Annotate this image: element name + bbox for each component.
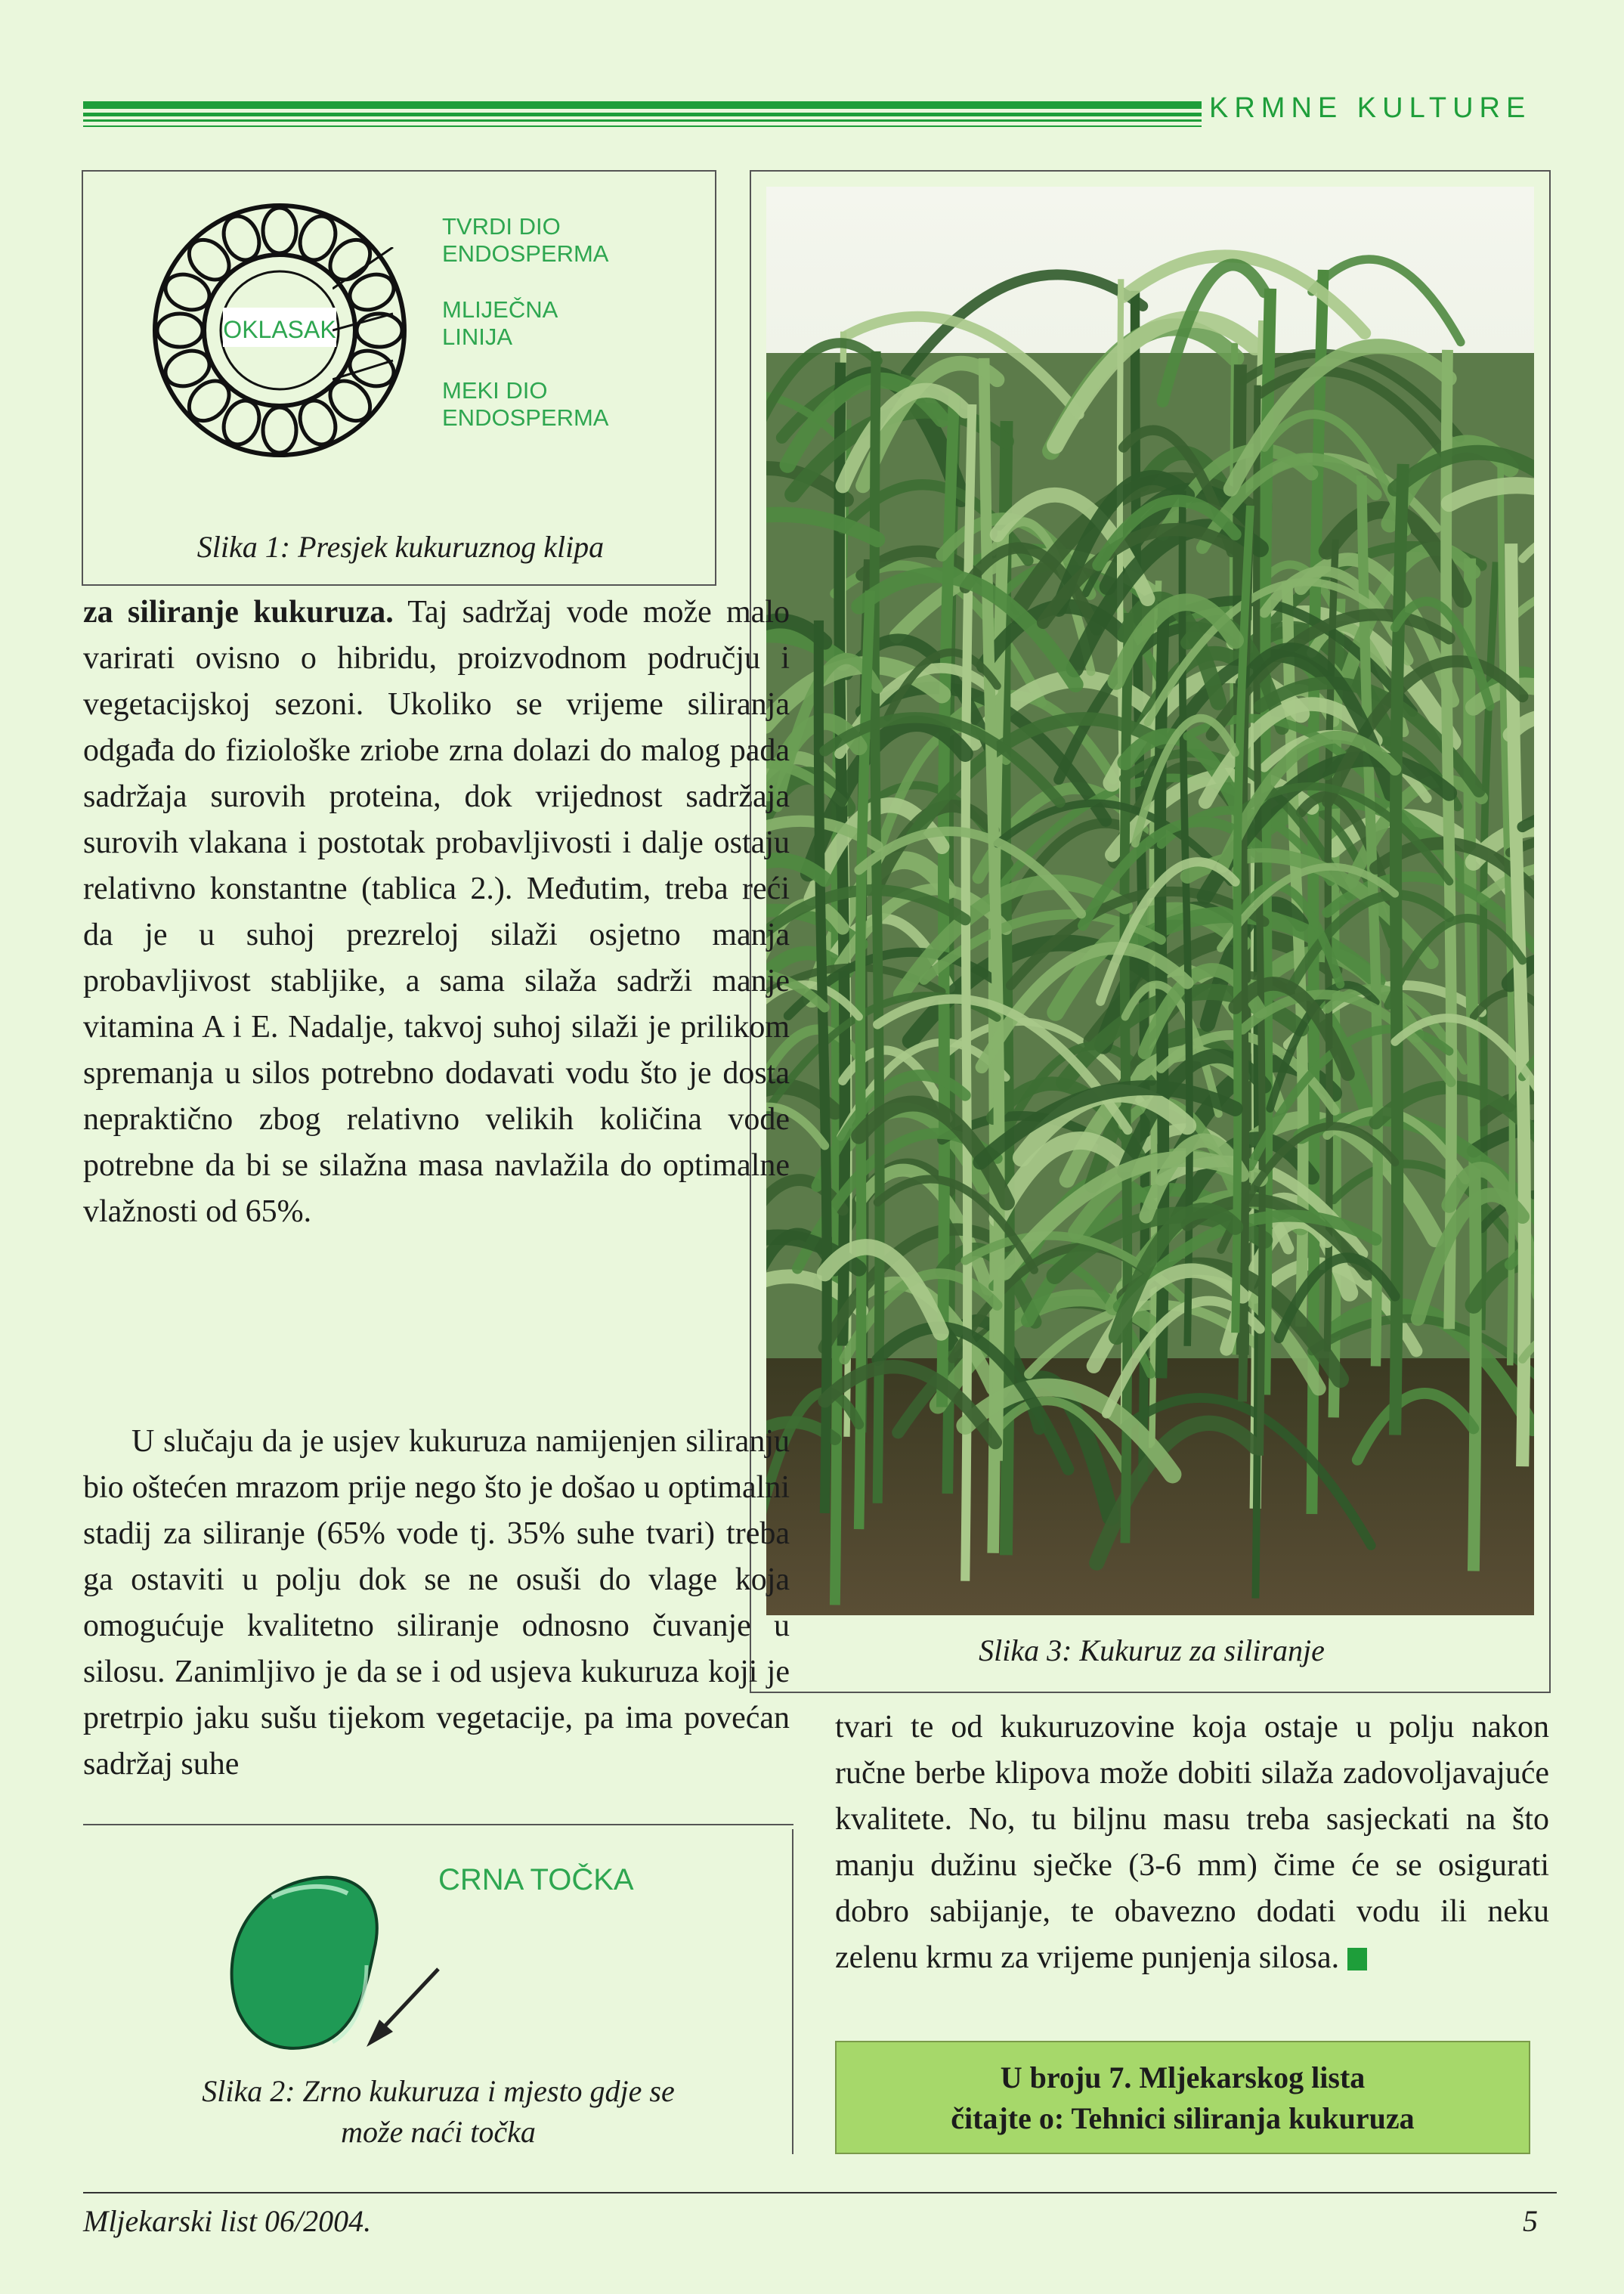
notice-line-2: čitajte o: Tehnici siliranja kukuruza: [951, 2101, 1415, 2135]
notice-line-1: U broju 7. Mljekarskog lista: [1000, 2060, 1366, 2094]
cob-center-label: OKLASAK: [223, 316, 336, 343]
text-wrap-line: [83, 1824, 793, 1825]
figure-3-caption: Slika 3: Kukuruz za siliranje: [979, 1633, 1325, 1667]
corn-field-photo: [766, 187, 1534, 1615]
left-column-text: [83, 590, 790, 1235]
paragraph-1-text: Taj sadržaj vode može malo varirati ovisno o hibridu, proizvodnom području i vegetacijskoj sezoni. Ukoliko se vrijeme siliranja odgađa do fiziološke zriobe zrna dolazi do malog pada sadržaja surovih proteina, dok vrijednost sadržaja surovih vlakana i postotak probavljivosti i dalje ostaju relativno konstantne (tablica 2.). Međutim, treba reći da je u suhoj prezreloj silaži osjetno manja probavljivost stabljike, a sama silaža sadrži manje vitamina A i E. Nadalje, takvoj suhoj silaži je prilikom spremanja u silos potrebno dodavati vodu što je dosta nepraktično zbog relativno velikih količina vode potrebne da bi se silažna masa navlažila do optimalne vlažnosti od 65%.: [83, 595, 790, 1229]
figure-1: [82, 170, 716, 586]
bold-lead: za siliranje kukuruza.: [83, 595, 394, 630]
paragraph-1: [83, 590, 790, 1235]
section-title: KRMNE KULTURE: [1209, 92, 1532, 124]
figure-2-caption: [83, 2071, 793, 2153]
page-number: 5: [1523, 2204, 1538, 2238]
figure-2-caption-line-2: može naći točka: [341, 2115, 536, 2149]
label-milk-line: MLIJEČNA LINIJA: [442, 296, 558, 350]
left-column-text-2: [83, 1419, 790, 1788]
footer-publication: Mljekarski list 06/2004.: [83, 2204, 372, 2238]
figure-2-caption-line-1: Slika 2: Zrno kukuruza i mjesto gdje se: [202, 2074, 675, 2108]
header-rule: [83, 98, 1202, 136]
label-leader-lines: [333, 247, 401, 398]
right-paragraph: tvari te od kukuruzovine koja ostaje u polju nakon ručne berbe klipova može dobiti silaža zadovoljavajuće kvalitete. No, tu biljnu masu treba sasjeckati na što manju dužinu sječke (3-6 mm) čime će se osigurati dobro sabijanje, te obavezno dodati vodu ili neku zelenu krmu za vrijeme punjenja silosa.: [835, 1710, 1549, 1975]
label-hard-endosperm: TVRDI DIO ENDOSPERMA: [442, 213, 609, 267]
right-column-text: [835, 1704, 1549, 1981]
footer-rule: [83, 2192, 1557, 2193]
paragraph-2: U slučaju da je usjev kukuruza namijenjen siliranju bio oštećen mrazom prije nego što je došao u optimalni stadij za siliranje (65% vode tj. 35% suhe tvari) treba ga ostaviti u polju dok se ne osuši do vlage koja omogućuje kvalitetno siliranje odnosno čuvanje u silosu. Zanimljivo je da se i od usjeva kukuruza koji je pretrpio jaku sušu tijekom vegetacije, pa ima povećan sadržaj suhe: [83, 1424, 790, 1782]
end-mark: [1347, 1948, 1367, 1970]
figure-2: [83, 1829, 793, 2154]
figure-3: [750, 170, 1551, 1693]
figure-1-caption: Slika 1: Presjek kukuruznog klipa: [196, 530, 605, 564]
black-point-label: CRNA TOČKA: [438, 1863, 634, 1896]
next-issue-notice: [835, 2041, 1530, 2154]
label-soft-endosperm: MEKI DIO ENDOSPERMA: [442, 377, 609, 431]
